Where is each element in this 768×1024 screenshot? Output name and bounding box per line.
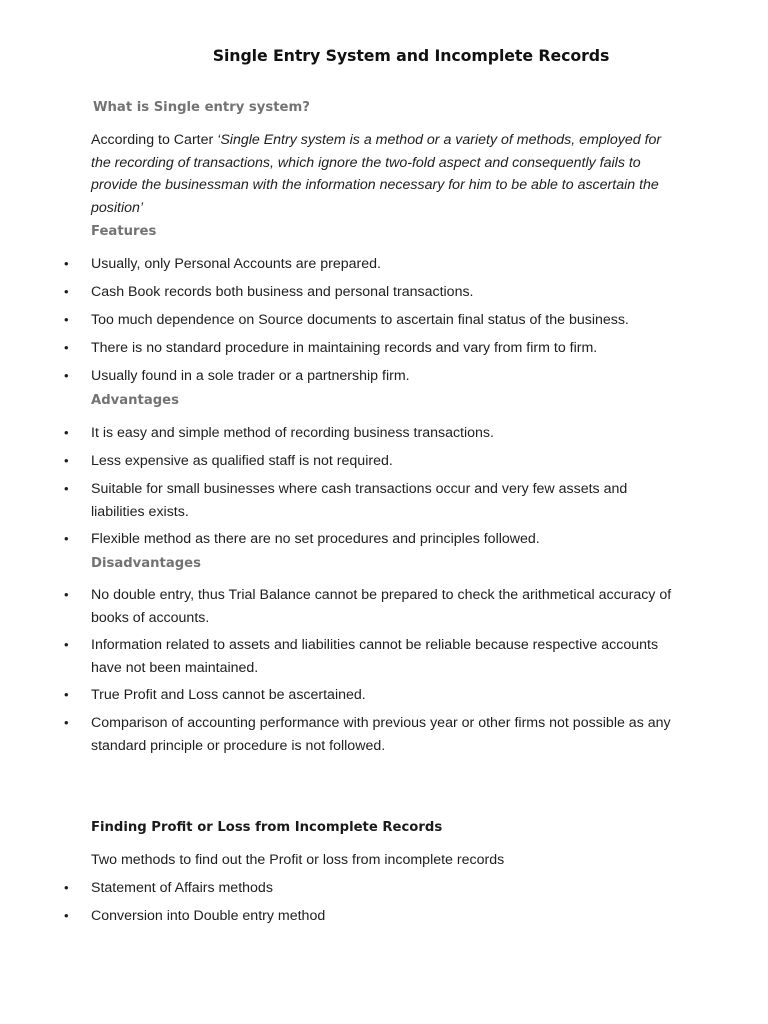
list-item-text: Information related to assets and liabilities cannot be reliable because respective accounts have not been maintained.: [91, 637, 659, 676]
list-item-text: Cash Book records both business and personal transactions.: [91, 284, 474, 300]
finding-intro: Two methods to find out the Profit or loss from incomplete records: [91, 852, 505, 868]
intro-quote: ‘Single Entry system is a method or a variety of methods, employed for the recording of transactions, which ignore the two-fold aspect and consequently fails to provide the businessman with the information necessary for him to be able to ascertain the position’: [91, 132, 662, 216]
page-title: Single Entry System and Incomplete Records: [212, 46, 610, 65]
list-item-text: True Profit and Loss cannot be ascertained.: [91, 687, 366, 703]
features-heading: Features: [91, 224, 157, 239]
bullet: •: [64, 715, 69, 730]
list-item-text: Statement of Affairs methods: [91, 880, 273, 896]
bullet: •: [64, 425, 69, 440]
bullet: •: [64, 637, 69, 652]
list-item-text: Usually, only Personal Accounts are prepared.: [91, 256, 381, 272]
list-item-text: Less expensive as qualified staff is not required.: [91, 453, 393, 469]
bullet: •: [64, 687, 69, 702]
bullet: •: [64, 880, 69, 895]
list-item-text: Comparison of accounting performance with previous year or other firms not possible as any standard principle or procedure is not followed.: [91, 715, 671, 754]
list-item-text: Usually found in a sole trader or a partnership firm.: [91, 368, 410, 384]
bullet: •: [64, 256, 69, 271]
advantages-heading: Advantages: [91, 393, 179, 408]
bullet: •: [64, 312, 69, 327]
bullet: •: [64, 587, 69, 602]
intro-paragraph: [91, 129, 681, 219]
bullet: •: [64, 908, 69, 923]
bullet: •: [64, 284, 69, 299]
bullet: •: [64, 481, 69, 496]
list-item-text: It is easy and simple method of recording business transactions.: [91, 425, 494, 441]
bullet: •: [64, 340, 69, 355]
bullet: •: [64, 453, 69, 468]
finding-heading: Finding Profit or Loss from Incomplete Records: [91, 820, 443, 835]
disadvantages-heading: Disadvantages: [91, 556, 201, 571]
bullet: •: [64, 531, 69, 546]
list-item-text: Too much dependence on Source documents to ascertain final status of the business.: [91, 312, 629, 328]
bullet: •: [64, 368, 69, 383]
list-item-text: Conversion into Double entry method: [91, 908, 326, 924]
question-heading: What is Single entry system?: [93, 100, 310, 115]
intro-prefix: According to Carter: [91, 132, 218, 148]
list-item-text: No double entry, thus Trial Balance cannot be prepared to check the arithmetical accuracy of books of accounts.: [91, 587, 672, 626]
list-item-text: Suitable for small businesses where cash transactions occur and very few assets and liabilities exists.: [91, 481, 628, 520]
list-item-text: Flexible method as there are no set procedures and principles followed.: [91, 531, 540, 547]
list-item-text: There is no standard procedure in maintaining records and vary from firm to firm.: [91, 340, 598, 356]
